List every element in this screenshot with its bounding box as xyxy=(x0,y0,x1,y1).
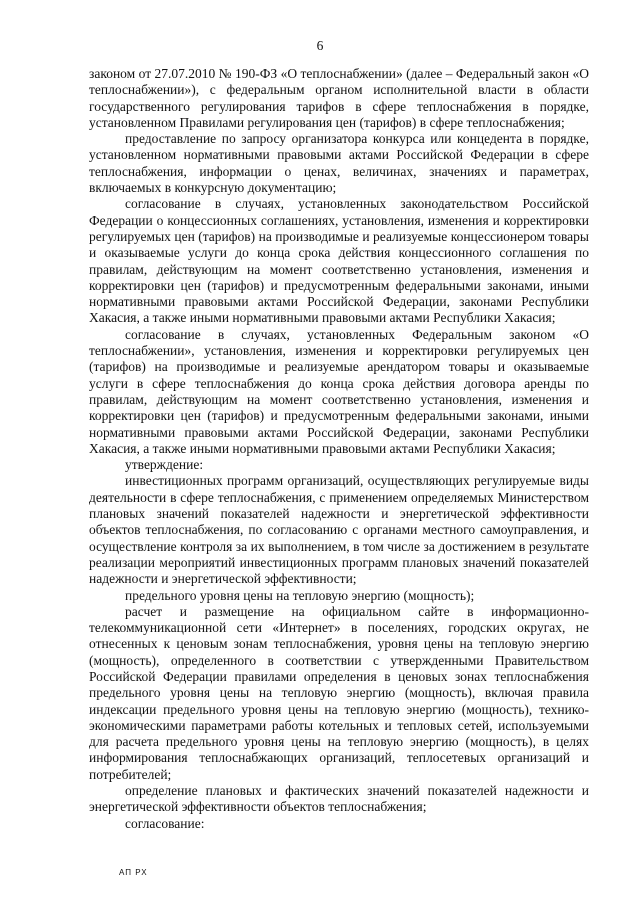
paragraph: предоставление по запросу организатора конкурса или концедента в порядке, установленном нормативными правовыми актами Российской Федерации в сфере теплоснабжения, информации о ценах, величинах, значениях и параметрах, включаемых в конкурсную документацию; xyxy=(89,131,589,196)
paragraph: предельного уровня цены на тепловую энергию (мощность); xyxy=(125,587,475,603)
page-number: 6 xyxy=(316,38,324,53)
paragraph: расчет и размещение на официальном сайте в информационно-телекоммуникационной сети «Интернет» в поселениях, городских округах, не отнесенных к ценовым зонам теплоснабжения, уровня цены на тепловую энергию (мощность), определенного в соответствии с утвержденными Правительством Российской Федерации правилами определения в ценовых зонах теплоснабжения предельного уровня цены на тепловую энергию (мощность), включая правила индексации предельного уровня цены на тепловую энергию (мощность), технико-экономическими параметрами работы котельных и тепловых сетей, используемыми для расчета предельного уровня цены на тепловую энергию (мощность), в целях информирования теплоснабжающих организаций, теплосетевых организаций и потребителей; xyxy=(89,603,589,782)
paragraph: законом от 27.07.2010 № 190-ФЗ «О теплоснабжении» (далее – Федеральный закон «О теплоснабжении»), с федеральным органом исполнительной власти в области государственного регулирования тарифов в сфере теплоснабжения в порядке, установленном Правилами регулирования цен (тарифов) в сфере теплоснабжения; xyxy=(89,66,589,130)
paragraph: согласование в случаях, установленных Федеральным законом «О теплоснабжении», установления, изменения и корректировки регулируемых цен (тарифов) на производимые и реализуемые арендатором товары и оказываемые услуги в сфере теплоснабжения до конца срока действия договора аренды по правилам, действующим на момент соответственно установления, изменения и корректировки цен (тарифов) и предусмотренным федеральными законами, иными нормативными правовыми актами Российской Федерации, законами Республики Хакасия, а также иными нормативными правовыми актами Республики Хакасия; xyxy=(89,326,589,456)
paragraph: согласование: xyxy=(125,815,205,831)
paragraph: определение плановых и фактических значений показателей надежности и энергетической эффективности объектов теплоснабжения; xyxy=(89,783,589,815)
paragraph: согласование в случаях, установленных законодательством Российской Федерации о концессионных соглашениях, установления, изменения и корректировки регулируемых цен (тарифов) на производимые и реализуемые концессионером товары и оказываемые услуги до конца срока действия концессионного соглашения по правилам, действующим на момент соответственно установления, изменения и корректировки цен (тарифов) и предусмотренным федеральными законами, иными нормативными правовыми актами Российской Федерации, законами Республики Хакасия, а также иными нормативными правовыми актами Республики Хакасия; xyxy=(89,196,589,326)
document-body xyxy=(89,66,589,832)
paragraph: утверждение: xyxy=(125,457,204,473)
paragraph: инвестиционных программ организаций, осуществляющих регулируемые виды деятельности в сфере теплоснабжения, с применением определяемых Министерством плановых значений показателей надежности и энергетической эффективности объектов теплоснабжения, по согласованию с органами местного самоуправления, и осуществление контроля за их выполнением, в том числе за достижением в результате реализации мероприятий инвестиционных программ плановых значений показателей надежности и энергетической эффективности; xyxy=(89,473,589,587)
footer-mark: АП РХ xyxy=(119,868,148,877)
